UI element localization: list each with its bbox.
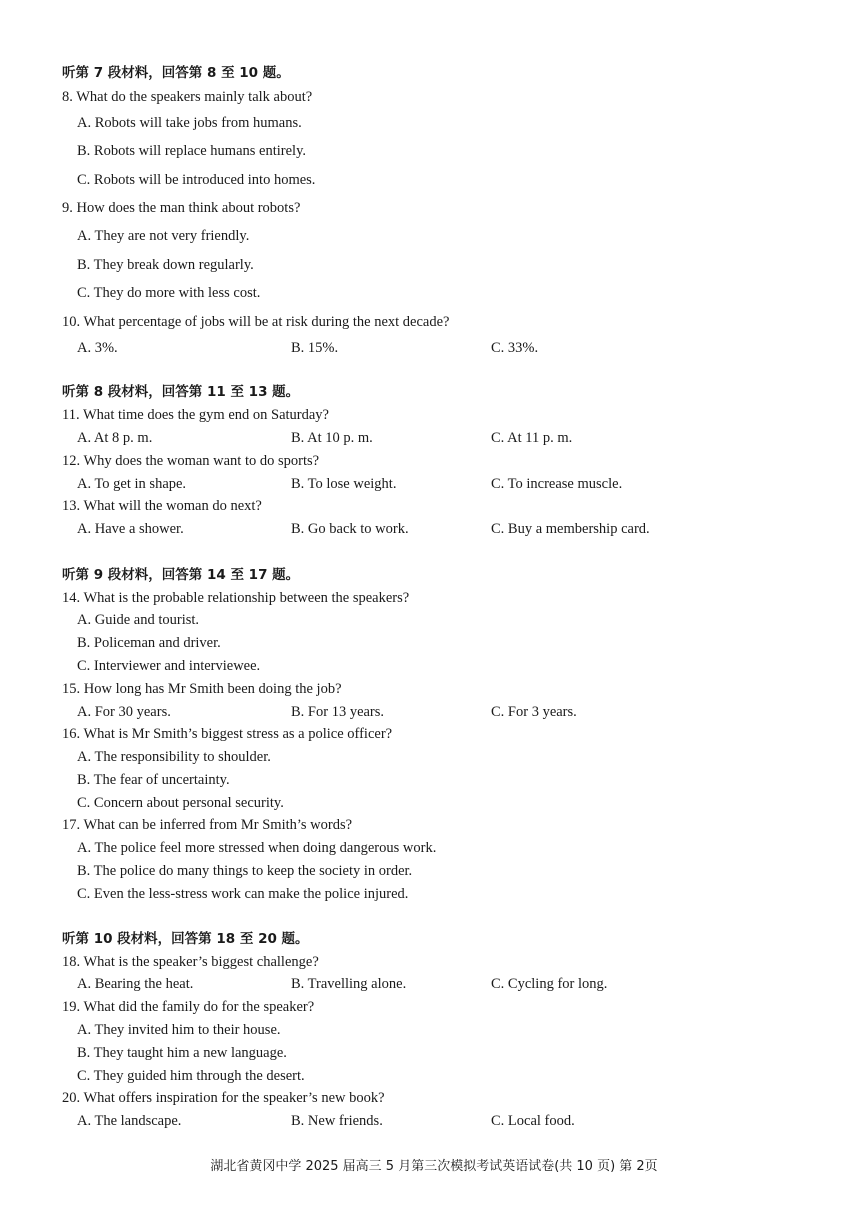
question-9-option-c: C. They do more with less cost. — [77, 285, 261, 301]
section-heading-7: 听第 7 段材料，回答第 8 至 10 题。 — [62, 65, 290, 81]
question-19-option-c: C. They guided him through the desert. — [77, 1068, 305, 1084]
question-16-option-b: B. The fear of uncertainty. — [77, 772, 230, 788]
question-18-option-a: A. Bearing the heat. — [77, 976, 194, 992]
question-13-stem: 13. What will the woman do next? — [62, 498, 262, 514]
question-17-option-b: B. The police do many things to keep the society in order. — [77, 863, 413, 879]
question-16-option-a: A. The responsibility to shoulder. — [77, 749, 271, 765]
question-12-stem: 12. Why does the woman want to do sports? — [62, 453, 320, 469]
question-15-option-b: B. For 13 years. — [291, 704, 385, 720]
question-15-option-c: C. For 3 years. — [491, 704, 577, 720]
question-14-option-c: C. Interviewer and interviewee. — [77, 658, 261, 674]
question-9-option-a: A. They are not very friendly. — [77, 228, 250, 244]
question-20-option-b: B. New friends. — [291, 1113, 383, 1129]
question-17-stem: 17. What can be inferred from Mr Smith’s words? — [62, 817, 353, 833]
question-8-option-b: B. Robots will replace humans entirely. — [77, 143, 306, 159]
question-15-option-a: A. For 30 years. — [77, 704, 171, 720]
question-17-option-a: A. The police feel more stressed when doing dangerous work. — [77, 840, 437, 856]
question-11-option-a: A. At 8 p. m. — [77, 430, 153, 446]
question-20-stem: 20. What offers inspiration for the speaker’s new book? — [62, 1090, 385, 1106]
question-8-option-a: A. Robots will take jobs from humans. — [77, 115, 302, 131]
question-17-option-c: C. Even the less-stress work can make the police injured. — [77, 886, 409, 902]
question-11-option-b: B. At 10 p. m. — [291, 430, 373, 446]
question-19-option-a: A. They invited him to their house. — [77, 1022, 281, 1038]
question-10-option-b: B. 15%. — [291, 340, 339, 356]
question-10-stem: 10. What percentage of jobs will be at risk during the next decade? — [62, 314, 450, 330]
question-8-option-c: C. Robots will be introduced into homes. — [77, 172, 316, 188]
question-13-option-b: B. Go back to work. — [291, 521, 409, 537]
question-14-option-a: A. Guide and tourist. — [77, 612, 200, 628]
question-10-option-a: A. 3%. — [77, 340, 118, 356]
question-13-option-a: A. Have a shower. — [77, 521, 184, 537]
question-16-option-c: C. Concern about personal security. — [77, 795, 284, 811]
question-8-stem: 8. What do the speakers mainly talk about? — [62, 89, 313, 105]
question-20-option-c: C. Local food. — [491, 1113, 575, 1129]
question-9-option-b: B. They break down regularly. — [77, 257, 254, 273]
section-heading-8: 听第 8 段材料，回答第 11 至 13 题。 — [62, 384, 300, 400]
question-18-option-c: C. Cycling for long. — [491, 976, 608, 992]
page-footer: 湖北省黄冈中学 2025 届高三 5 月第三次模拟考试英语试卷(共 10 页) 第 2页 — [210, 1159, 658, 1174]
question-9-stem: 9. How does the man think about robots? — [62, 200, 301, 216]
section-heading-9: 听第 9 段材料，回答第 14 至 17 题。 — [62, 567, 300, 583]
question-12-option-a: A. To get in shape. — [77, 476, 187, 492]
question-11-option-c: C. At 11 p. m. — [491, 430, 573, 446]
question-13-option-c: C. Buy a membership card. — [491, 521, 650, 537]
question-12-option-c: C. To increase muscle. — [491, 476, 623, 492]
section-heading-10: 听第 10 段材料，回答第 18 至 20 题。 — [62, 931, 309, 947]
question-19-stem: 19. What did the family do for the speaker? — [62, 999, 315, 1015]
question-14-option-b: B. Policeman and driver. — [77, 635, 221, 651]
question-18-option-b: B. Travelling alone. — [291, 976, 407, 992]
question-15-stem: 15. How long has Mr Smith been doing the job? — [62, 681, 342, 697]
question-11-stem: 11. What time does the gym end on Saturday? — [62, 407, 329, 423]
question-12-option-b: B. To lose weight. — [291, 476, 397, 492]
question-16-stem: 16. What is Mr Smith’s biggest stress as a police officer? — [62, 726, 393, 742]
question-19-option-b: B. They taught him a new language. — [77, 1045, 287, 1061]
question-14-stem: 14. What is the probable relationship between the speakers? — [62, 590, 410, 606]
question-18-stem: 18. What is the speaker’s biggest challenge? — [62, 954, 319, 970]
question-10-option-c: C. 33%. — [491, 340, 539, 356]
question-20-option-a: A. The landscape. — [77, 1113, 182, 1129]
